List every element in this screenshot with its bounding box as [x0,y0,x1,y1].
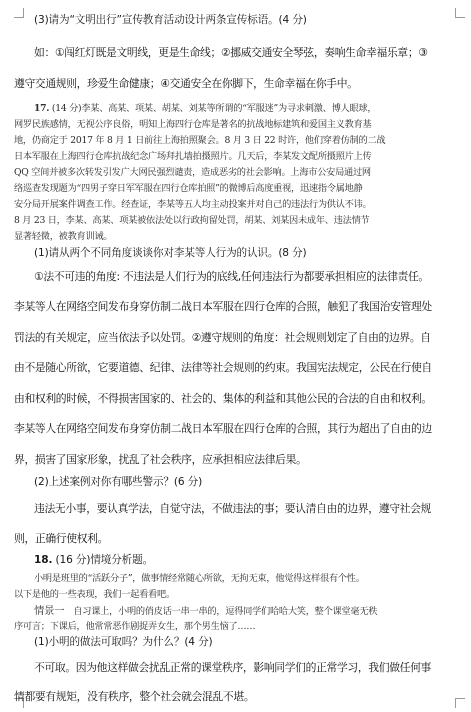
question-17-heading [34,100,376,114]
answer-line: 由不是随心所欲，它要道德、纪律、法律等社会规则的约束。我国宪法规定，公民在行使自 [14,361,432,374]
answer-line: 李某等人在网络空间发布身穿仿制二战日本军服在四行仓库的合照，触犯了我国治安管理处 [14,300,432,313]
scenario-one-line [34,602,377,617]
question-17-stem-line: 地，仍商定于 2017 年 8 月 1 日前往上海拍照聚会。8 月 3 日 22 时许，他们穿着仿制的二战 [14,135,386,146]
question-17-stem-line: 络巡查发现题为“四男子穿日军军服在四行仓库拍照”的微博后高度重视，迅速指令属地静 [14,183,363,194]
question-17-stem-line: 网罗民族感情，无视公序良俗，明知上海四行仓库是著名的抗战地标建筑和爱国主义教育基 [14,119,372,130]
question-17-stem-line: 安分局开展案件调查工作。经查证，李某等五人均主动投案并对自己的违法行为供认不讳。 [14,199,372,210]
scenario-label: 情景一 [34,605,65,617]
margin-corner-mark [14,8,24,18]
question-17-stem-line: 8 月 23 日，李某、高某、项某被依法处以行政拘留处罚，胡某、刘某因未成年、违法情节 [14,215,370,226]
question-16-3: (3)请为“文明出行”宣传教育活动设计两条宣传标语。(4 分) [34,14,307,26]
answer-line: 界，损害了国家形象，扰乱了社会秩序，应承担相应法律后果。 [14,453,307,466]
margin-corner-mark [455,698,465,708]
answer-line: 由和权利的时候，不得损害国家的、社会的、集体的利益和其他公民的合法的自由和权利。 [14,392,432,405]
answer-line: 罚法的有关规定，应当依法予以处罚。②遵守规则的角度：社会规则划定了自由的边界。自 [14,331,431,344]
question-18-stem-line: 以下是他的一些表现，我们一起看看吧。 [14,589,175,600]
question-18-1: (1)小明的做法可取吗？为什么？(4 分) [34,636,213,648]
answer-line: 情都要有规矩，没有秩序，整个社会就会混乱不堪。 [14,690,255,703]
question-17-2: (2)上述案例对你有哪些警示？(6 分) [34,476,203,488]
answer-line: 则，正确行使权利。 [14,532,109,545]
answer-line: ①法不可违的角度: 不违法是人们行为的底线,任何违法行为都要承担相应的法律责任。 [34,270,429,283]
scenario-line: 序可言；下课后，他常常恶作剧捉弄女生，那个男生恼了…… [14,621,256,632]
question-17-stem-line: (14 分)李某、高某、项某、胡某、刘某等所谓的“军服迷”为寻求刺激、博人眼球， [49,103,377,114]
question-17-stem-line: QQ 空间并被多次转发引发广大网民强烈谴责，造成恶劣的社会影响。上海市公安局通过网 [14,167,371,178]
answer-line: 不可取。因为他这样做会扰乱正常的课堂秩序，影响同学们的正常学习，我们做任何事 [34,661,431,674]
answer-line: 如：①闯红灯既是文明线，更是生命线；②挪威交通安全琴弦，奏响生命幸福乐章；③ [34,46,428,59]
answer-line: 遵守交通规则，珍爱生命健康；④交通安全在你脚下，生命幸福在你手中。 [14,77,358,90]
question-18-stem-line: 小明是班里的“活跃分子”，做事情经常随心所欲，无拘无束，他觉得这样很有个性。 [34,573,365,584]
question-number: 18. [34,554,53,566]
scenario-text: 自习课上，小明的俏皮话一串一串的，逗得同学们哈哈大笑，整个课堂毫无秩 [64,606,378,617]
question-17-stem-line: 显著轻微，被教育训诫。 [14,231,113,242]
margin-corner-mark [455,8,465,18]
question-17-1: (1)请从两个不同角度谈谈你对李某等人行为的认识。(8 分) [34,247,307,259]
question-17-stem-line: 日本军服在上海四行仓库抗战纪念广场拜扎墙拍摄照片。几天后，李某发文配所摄照片上传 [14,151,372,162]
question-number: 17. [34,103,50,114]
answer-line: 李某等人在网络空间发布身穿仿制二战日本军服在四行仓库的合照，其行为超出了自由的边 [14,422,432,435]
answer-line: 违法无小事，要认真学法，自觉守法，不做违法的事；要认清自由的边界，遵守社会规 [34,502,431,515]
question-18-heading [34,552,153,567]
question-18-title: (16 分)情境分析题。 [52,554,154,566]
